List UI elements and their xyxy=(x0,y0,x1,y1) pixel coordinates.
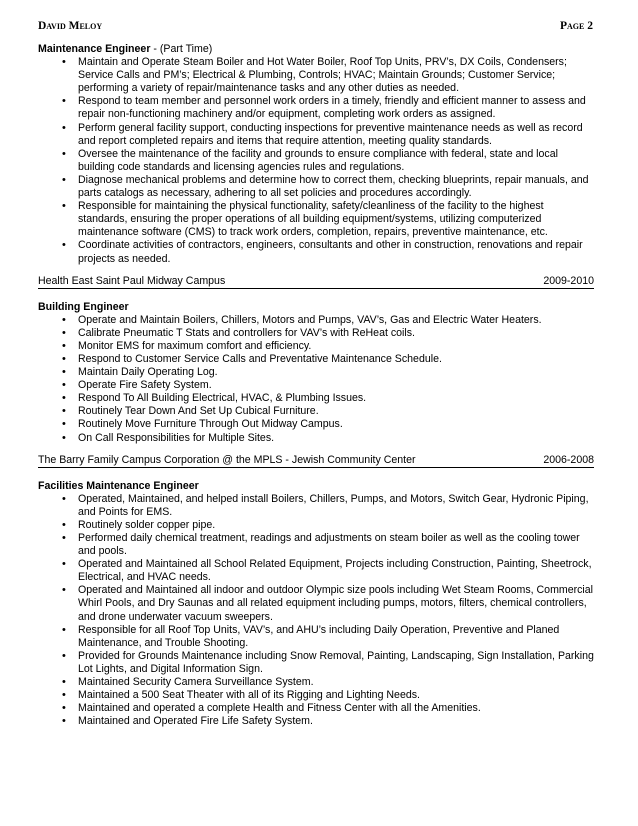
employer-row-barry-family-campus xyxy=(38,454,594,468)
page-header xyxy=(38,20,593,34)
job-title-suffix: - (Part Time) xyxy=(150,43,213,55)
job3-bullet-list xyxy=(38,493,594,729)
list-item: • Coordinate activities of contractors, engineers, consultants and other in construction, renovations and repair projects as needed. xyxy=(38,239,594,265)
list-item: • Operate and Maintain Boilers, Chillers, Motors and Pumps, VAV’s, Gas and Electric Water Heaters. xyxy=(38,314,594,327)
list-item: • Diagnose mechanical problems and determine how to correct them, checking blueprints, repair manuals, and parts catalogs as necessary, adhering to all set policies and procedures accordingly. xyxy=(38,174,594,200)
employment-years: 2009-2010 xyxy=(543,274,594,287)
job-title-building-engineer: Building Engineer xyxy=(38,300,129,313)
job-title-facilities-maintenance-engineer: Facilities Maintenance Engineer xyxy=(38,479,199,492)
resume-content xyxy=(38,43,594,728)
list-item: • Maintained Security Camera Surveillance System. xyxy=(38,676,594,689)
employment-years: 2006-2008 xyxy=(543,453,594,466)
job2-bullet-list xyxy=(38,314,594,445)
list-item: • Maintained and Operated Fire Life Safety System. xyxy=(38,715,594,728)
job1-bullet-list xyxy=(38,56,594,266)
job-title-maintenance-engineer xyxy=(38,43,594,56)
list-item: • Oversee the maintenance of the facility and grounds to ensure compliance with federal, state and local building code standards and licensing agencies rules and regulations. xyxy=(38,148,594,174)
header-name: David Meloy xyxy=(38,20,103,32)
employer-name: Health East Saint Paul Midway Campus xyxy=(38,274,226,287)
list-item: • Operated, Maintained, and helped install Boilers, Chillers, Pumps, and Motors, Switch Gear, Hydronic Piping, and Points for EMS. xyxy=(38,493,594,519)
list-item: • Maintain and Operate Steam Boiler and Hot Water Boiler, Roof Top Units, PRV’s, DX Coils, Condensers; Service Calls and PM’s; Electrical & Plumbing, Controls; HVAC; Maintain Grounds; Customer Service; performing a variety of repair/maintenance tasks and any other duties as needed. xyxy=(38,56,594,95)
list-item: • Maintained a 500 Seat Theater with all of its Rigging and Lighting Needs. xyxy=(38,689,594,702)
list-item: • Provided for Grounds Maintenance including Snow Removal, Painting, Landscaping, Sign Installation, Parking Lot Lights, and Digital Information Sign. xyxy=(38,650,594,676)
list-item: • Performed daily chemical treatment, readings and adjustments on steam boiler as well as the cooling tower and pools. xyxy=(38,532,594,558)
list-item: • Responsible for maintaining the physical functionality, safety/cleanliness of the facility to the highest standards, ensuring the proper operations of all building equipment/systems, utilizing computerized maintenance software (CMS) to track work orders, completion, repairs, preventive maintenance, etc. xyxy=(38,200,594,239)
employer-name: The Barry Family Campus Corporation @ the MPLS - Jewish Community Center xyxy=(38,453,416,466)
list-item: • Respond to team member and personnel work orders in a timely, friendly and efficient manner to assess and repair non-functioning machinery and/or equipment, completing work orders as assigned. xyxy=(38,95,594,121)
list-item: • Maintain Daily Operating Log. xyxy=(38,366,594,379)
list-item: • Calibrate Pneumatic T Stats and controllers for VAV’s with ReHeat coils. xyxy=(38,327,594,340)
list-item: • Routinely Tear Down And Set Up Cubical Furniture. xyxy=(38,405,594,418)
list-item: • Maintained and operated a complete Health and Fitness Center with all the Amenities. xyxy=(38,702,594,715)
employer-row-health-east xyxy=(38,275,594,289)
list-item: • On Call Responsibilities for Multiple Sites. xyxy=(38,432,594,445)
list-item: • Respond to Customer Service Calls and Preventative Maintenance Schedule. xyxy=(38,353,594,366)
job-title-text: Maintenance Engineer xyxy=(38,43,151,55)
list-item: • Perform general facility support, conducting inspections for preventive maintenance needs as well as record and report completed repairs and items that require attention, meeting quality standards. xyxy=(38,122,594,148)
list-item: • Monitor EMS for maximum comfort and efficiency. xyxy=(38,340,594,353)
list-item: • Routinely solder copper pipe. xyxy=(38,519,594,532)
list-item: • Operate Fire Safety System. xyxy=(38,379,594,392)
list-item: • Routinely Move Furniture Through Out Midway Campus. xyxy=(38,418,594,431)
list-item: • Operated and Maintained all indoor and outdoor Olympic size pools including Wet Steam Rooms, Commercial Whirl Pools, and Dry Saunas and all related equipment including pumps, motors, filters, chemical controllers, and drone underwater vacuum sweepers. xyxy=(38,584,594,623)
list-item: • Responsible for all Roof Top Units, VAV’s, and AHU’s including Daily Operation, Preventive and Planed Maintenance, and Trouble Shooting. xyxy=(38,624,594,650)
list-item: • Respond To All Building Electrical, HVAC, & Plumbing Issues. xyxy=(38,392,594,405)
list-item: • Operated and Maintained all School Related Equipment, Projects including Construction, Painting, Sheetrock, Electrical, and HVAC needs. xyxy=(38,558,594,584)
header-page-number: Page 2 xyxy=(560,20,593,32)
